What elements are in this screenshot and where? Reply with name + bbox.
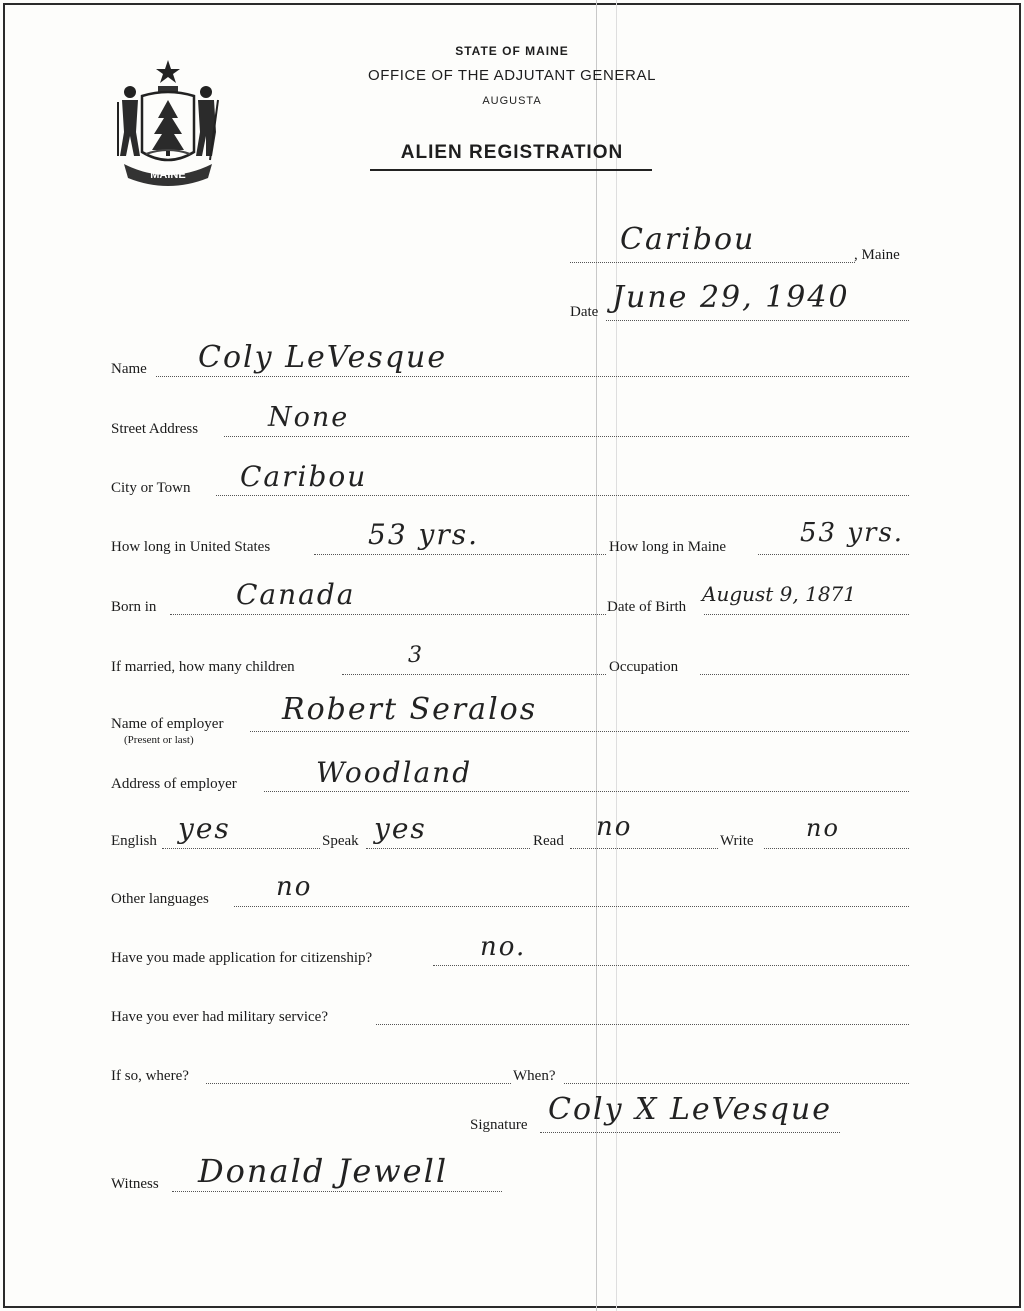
date-label: Date [570, 304, 599, 320]
citizenship-line [433, 965, 909, 966]
maine-state-seal-icon [112, 56, 224, 186]
signature-value: Coly X LeVesque [548, 1092, 833, 1127]
other-languages-label: Other languages [111, 891, 209, 907]
town-value: Caribou [620, 222, 756, 257]
how-long-maine-line [758, 554, 909, 555]
read-label: Read [533, 833, 564, 849]
children-line [342, 674, 606, 675]
where-label: If so, where? [111, 1068, 189, 1084]
english-line [162, 848, 320, 849]
date-value: June 29, 1940 [612, 280, 850, 315]
employer-line [250, 731, 909, 732]
date-of-birth-line [704, 614, 909, 615]
when-label: When? [513, 1068, 556, 1084]
military-line [376, 1024, 909, 1025]
city-town-value: Caribou [240, 460, 368, 493]
street-line [224, 436, 909, 437]
how-long-us-label: How long in United States [111, 539, 271, 555]
citizenship-value: no. [480, 932, 527, 962]
english-label: English [111, 833, 157, 849]
name-line [156, 376, 909, 377]
signature-line [540, 1132, 840, 1133]
employer-address-label: Address of employer [111, 776, 237, 792]
seal-text: MAINE [150, 169, 186, 181]
children-label: If married, how many children [111, 659, 295, 675]
page-border [3, 3, 1021, 1308]
born-in-line [170, 614, 606, 615]
witness-value: Donald Jewell [198, 1152, 449, 1190]
born-in-label: Born in [111, 599, 157, 615]
born-in-value: Canada [236, 578, 356, 611]
signature-label: Signature [470, 1117, 528, 1133]
city-town-label: City or Town [111, 480, 191, 496]
how-long-maine-value: 53 yrs. [800, 518, 905, 548]
children-value: 3 [408, 643, 424, 668]
maine-label: , Maine [854, 247, 900, 263]
when-line [564, 1083, 909, 1084]
title-underline [370, 169, 652, 171]
write-label: Write [720, 833, 754, 849]
how-long-us-line [314, 554, 606, 555]
how-long-maine-label: How long in Maine [609, 539, 727, 555]
city-town-line [216, 495, 909, 496]
speak-line [366, 848, 530, 849]
military-label: Have you ever had military service? [111, 1009, 328, 1025]
other-languages-value: no [276, 872, 313, 902]
how-long-us-value: 53 yrs. [368, 518, 480, 551]
where-line [206, 1083, 511, 1084]
employer-address-line [264, 791, 909, 792]
speak-value: yes [374, 812, 427, 845]
street-label: Street Address [111, 421, 199, 437]
occupation-line [700, 674, 909, 675]
witness-label: Witness [111, 1176, 159, 1192]
citizenship-label: Have you made application for citizenship? [111, 950, 373, 966]
office-heading: OFFICE OF THE ADJUTANT GENERAL [367, 67, 657, 84]
town-line [570, 262, 855, 263]
write-value: no [806, 814, 840, 842]
name-label: Name [111, 361, 147, 377]
witness-line [172, 1191, 502, 1192]
write-line [764, 848, 909, 849]
employer-label: Name of employer [111, 716, 224, 732]
employer-address-value: Woodland [316, 756, 473, 789]
read-line [570, 848, 718, 849]
form-title: ALIEN REGISTRATION [400, 142, 624, 163]
name-value: Coly LeVesque [198, 340, 448, 375]
date-of-birth-value: August 9, 1871 [702, 582, 857, 606]
read-value: no [596, 812, 633, 842]
date-line [606, 320, 909, 321]
other-languages-line [234, 906, 909, 907]
street-value: None [268, 402, 350, 433]
city-heading: AUGUSTA [482, 95, 542, 107]
employer-sublabel: (Present or last) [124, 734, 194, 746]
english-value: yes [178, 812, 231, 845]
speak-label: Speak [322, 833, 359, 849]
date-of-birth-label: Date of Birth [607, 599, 687, 615]
employer-value: Robert Seralos [282, 692, 538, 727]
state-heading: STATE OF MAINE [455, 44, 569, 58]
occupation-label: Occupation [609, 659, 679, 675]
